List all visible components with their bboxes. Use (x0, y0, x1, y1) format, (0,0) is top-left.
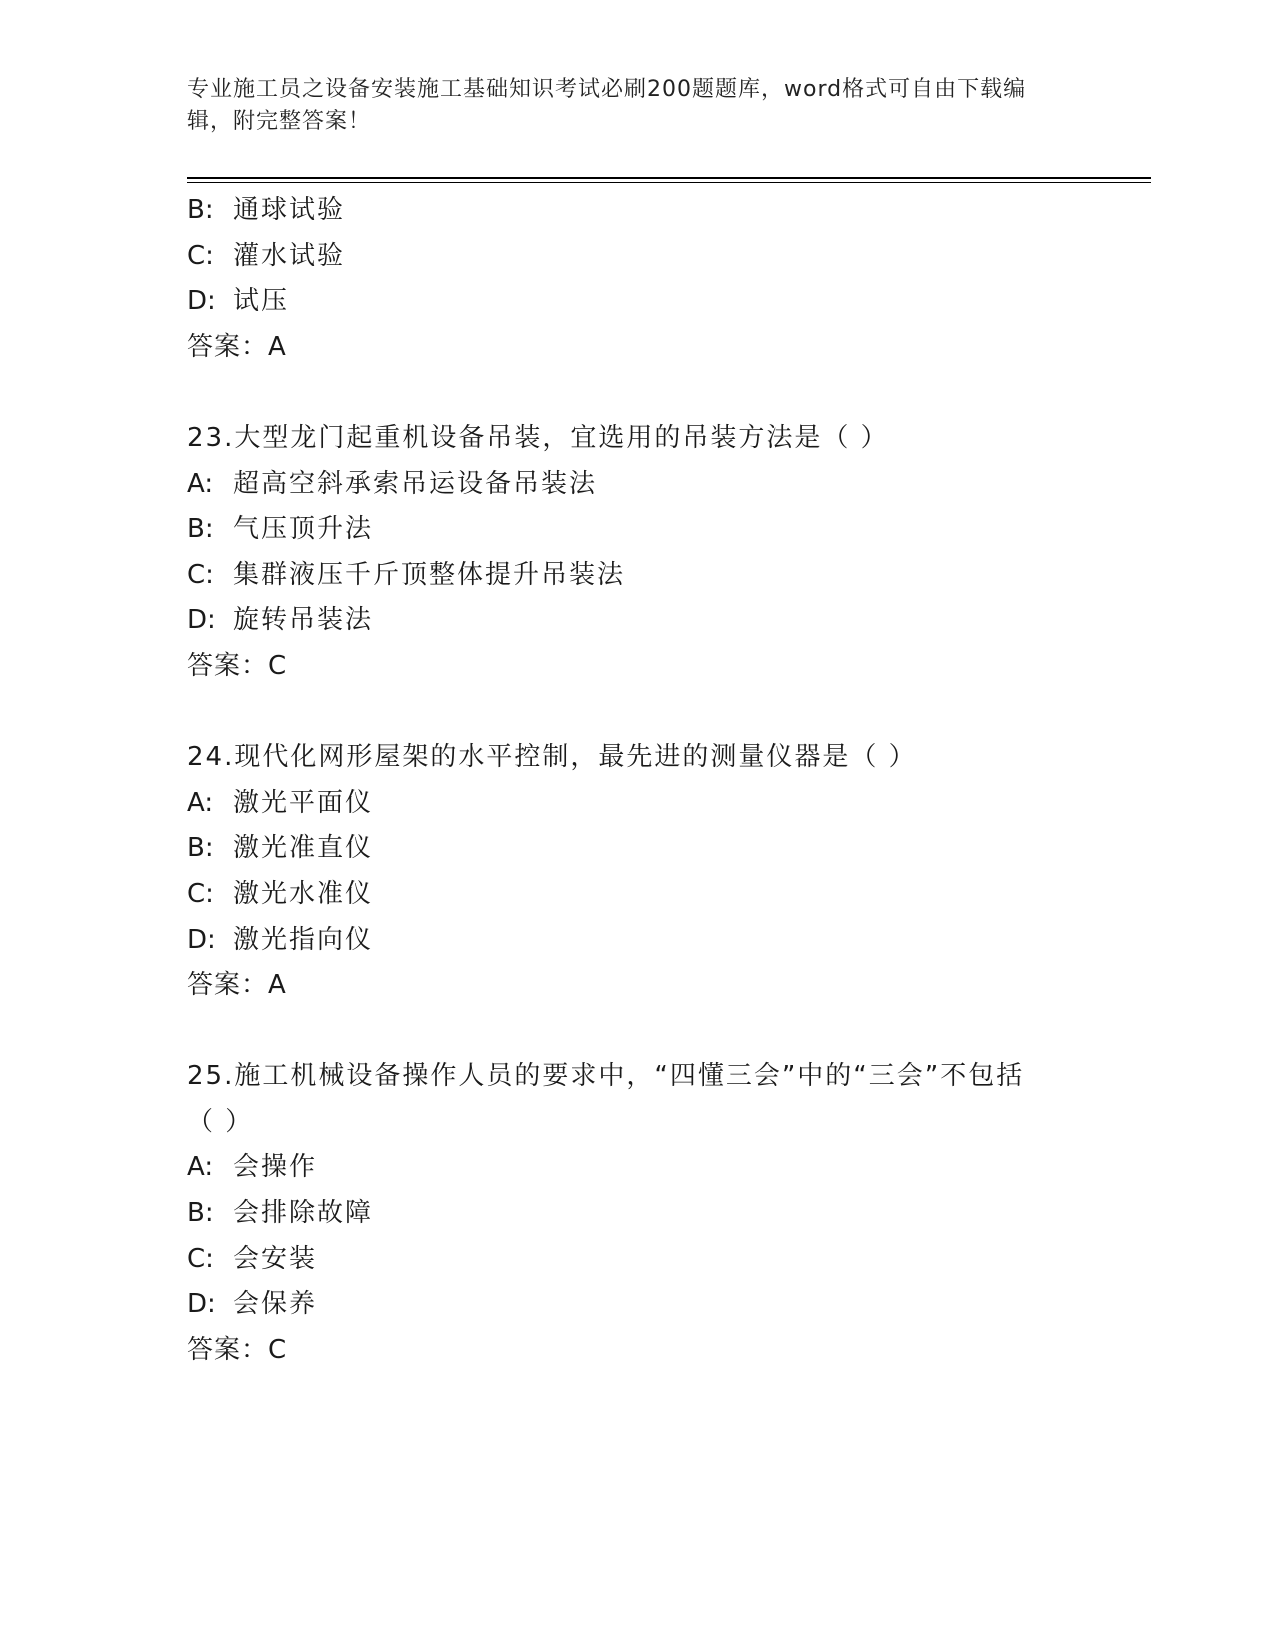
answer: 答案：A (187, 970, 287, 1001)
question-list (187, 188, 1087, 1373)
option-d: D: 旋转吊装法 (187, 605, 374, 636)
option-b: B: 气压顶升法 (187, 514, 374, 545)
answer: 答案：A (187, 331, 287, 362)
question-text: 24.现代化网形屋架的水平控制，最先进的测量仪器是（ ） (187, 742, 917, 773)
answer: 答案：C (187, 1334, 288, 1365)
option-d: D: 试压 (187, 286, 290, 317)
option-b: B: 通球试验 (187, 195, 346, 225)
spacer (187, 690, 1087, 736)
option-c: C: 集群液压千斤顶整体提升吊装法 (187, 559, 626, 590)
header-rule-thick (187, 177, 1151, 179)
option-a: A: 超高空斜承索吊运设备吊装法 (187, 468, 598, 499)
option-b: B: 会排除故障 (187, 1198, 374, 1229)
option-c: C: 灌水试验 (187, 240, 346, 271)
option-c: C: 会安装 (187, 1243, 318, 1274)
spacer (187, 370, 1087, 416)
option-d: D: 会保养 (187, 1289, 318, 1320)
question-text: 25.施工机械设备操作人员的要求中，“四懂三会”中的“三会”不包括（ ） (187, 1061, 1025, 1137)
spacer (187, 1009, 1087, 1055)
answer: 答案：C (187, 650, 288, 681)
question-24 (187, 735, 1087, 1009)
option-d: D: 激光指向仪 (187, 924, 374, 955)
option-a: A: 会操作 (187, 1152, 318, 1183)
header-rule-thin (187, 182, 1151, 183)
option-b: B: 激光准直仪 (187, 833, 374, 864)
question-23 (187, 416, 1087, 690)
question-25 (187, 1054, 1087, 1373)
option-a: A: 激光平面仪 (187, 787, 374, 818)
document-header: 专业施工员之设备安装施工基础知识考试必刷200题题库，word格式可自由下载编辑，附完整答案！ (187, 77, 1027, 134)
question-text: 23.大型龙门起重机设备吊装，宜选用的吊装方法是（ ） (187, 422, 889, 453)
question-22 (187, 188, 1087, 370)
option-c: C: 激光水准仪 (187, 878, 374, 909)
